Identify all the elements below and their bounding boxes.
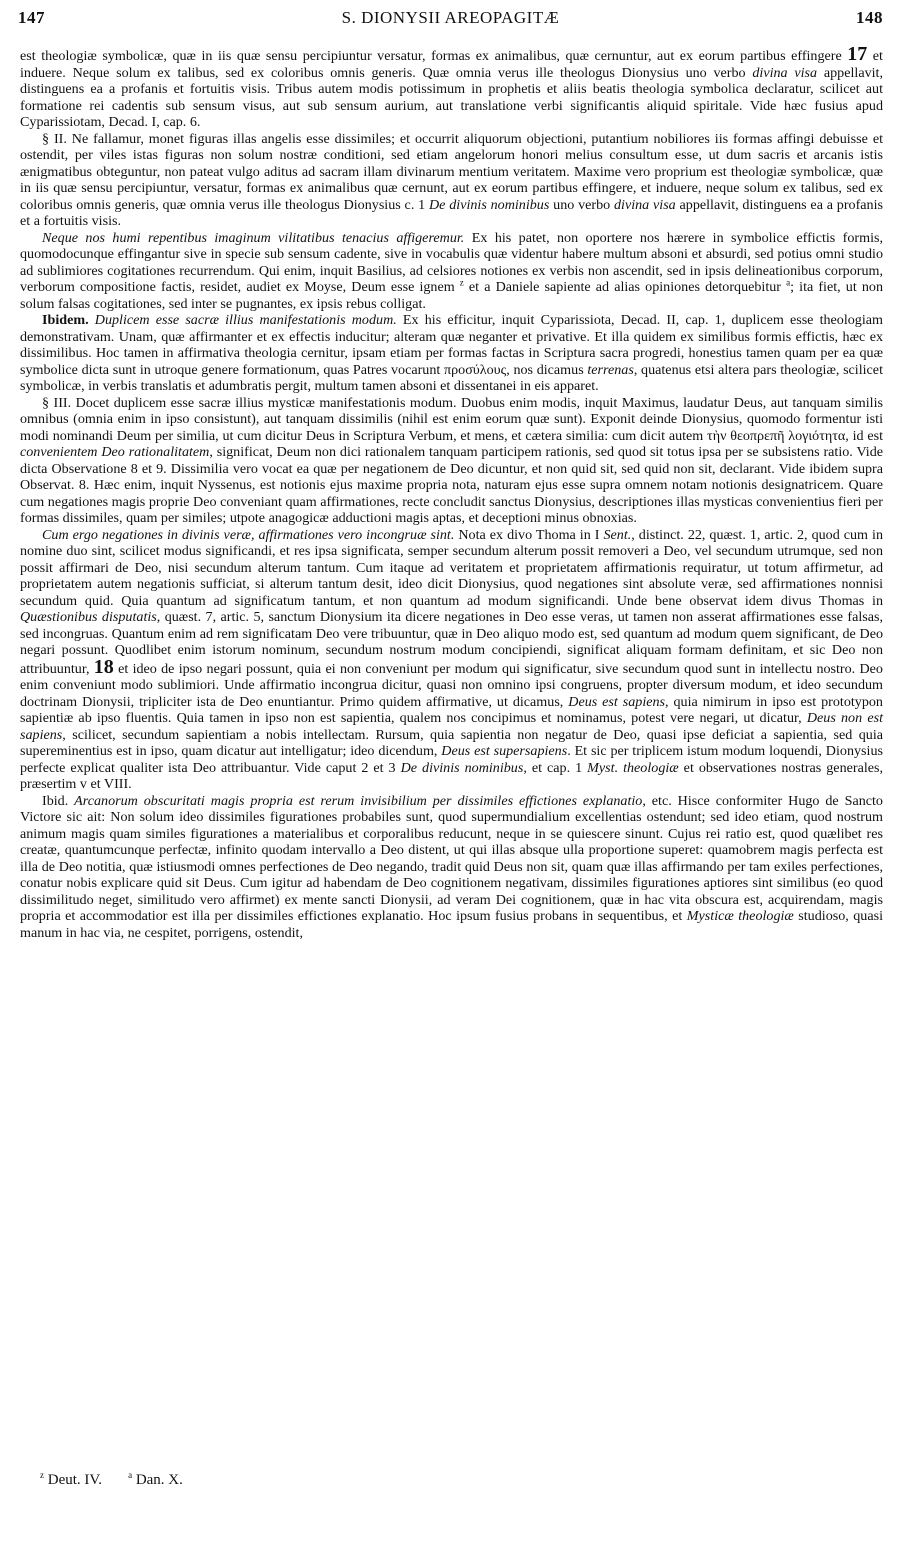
text-run: et observationes nostras generales, præsertim v et VIII. [20, 759, 883, 792]
italic-run: Quæstionibus disputatis [20, 609, 157, 625]
italic-run: Sent. [603, 526, 632, 543]
italic-run: Duplicem esse sacræ illius manifestationis modum. [94, 312, 397, 328]
running-header [18, 6, 883, 32]
paragraph [20, 527, 883, 793]
text-run: et induere. Neque solum ex talibus, sed ex coloribus omnis generis. Quæ omnia verus ille theologus Dionysius uno verbo [20, 48, 883, 81]
text-run: appellavit, distinguens ea a profanis et fortuitis visis. Tribus autem modis potissimum in prophetis et aliis beatis theologia symbolica declaratur, scilicet aut formatione rei cadentis sub sensum visus, aut sub sensum aurium, aut translatione verbi significantis aliquid spiritale. Vide hæc fusius apud Cyparissiotam, Decad. I, cap. 6. [20, 64, 883, 130]
italic-run: Myst. theologiæ [587, 759, 679, 776]
paragraph [20, 395, 883, 527]
left-page-number: 147 [18, 8, 45, 27]
text-run: et a Daniele sapiente ad alias opiniones detorquebitur [463, 279, 787, 295]
running-title: S. DIONYSII AREOPAGITÆ [341, 8, 560, 27]
margin-number: 17 [847, 43, 868, 65]
italic-run: terrenas [587, 361, 634, 378]
footnotes [40, 1472, 209, 1489]
footnote [40, 1472, 102, 1488]
italic-run: convenientem Deo rationalitatem [20, 444, 210, 460]
paragraph [20, 230, 883, 313]
paragraph [20, 43, 883, 131]
italic-run: Arcanorum obscuritati magis propria est rerum invisibilium per dissimiles effictiones explanatio [74, 792, 643, 809]
italic-run: Deus non est sapiens [20, 710, 883, 743]
text-run: , quatenus etsi altera pars theologiæ, scilicet symbolicæ, in verbis translatis et adumbratis pergit, multum tamen absoni et dissentanei in eis apparet. [20, 361, 883, 394]
text-run: , quia nimirum in ipso est prototypon sapientiæ ab ipso fluentis. Quia tamen in ipso non est sapientia, qualem nos concipimus et nominamus, potest vere negari, ut dicatur, [20, 693, 883, 726]
text-run: , significat, Deum non dici rationalem tanquam participem rationis, sed quod sit totus ipsa per se subsistens ratio. Vide dicta Observatione 8 et 9. Dissimilia vero vocat ea quæ per negationem de Deo dicuntur, et non quid sit, sed quid non sit, declarant. Vide ibidem supra Observat. 8. Hæc enim, inquit Nyssenus, est notionis ejus maxime propria nota, naturam ejus esse supra omnem notam notionis designatricem. Quare cum negationes magis proprie Deo conveniant quam affirmationes, recte concludit sanctus Dionysius, descriptiones illas mysticas convenientius fieri per formas dissimiles, quam per similes; utpote anagogicæ adductioni magis aptas, et deceptioni minus obnoxias. [20, 444, 883, 526]
text-run: Nota ex divo Thoma in I [454, 526, 604, 543]
text-run: , scilicet, secundum sapientiam a nobis intellectam. Rursum, quia sapientia non negatur de Deo, quasi ipse deficiat a sapientia, sed quia supereminentius est in ipso, quam dicatur aut intelligatur; ideo dicendum, [20, 726, 883, 759]
text-run: uno verbo [549, 196, 614, 213]
text-run: § III. Docet duplicem esse sacræ illius mysticæ manifestationis modum. Duobus enim modis, inquit Maximus, laudatur Deus, aut tanquam similis omnibus (omnia enim in ipso consistunt), aut tanquam dissimilis (nihil est enim eorum quæ sunt). Exponit deinde Dionysius, quomodo formentur isti modi nominandi Deum per similia, ut cum dicitur Deus in Scriptura Verbum, et mens, et cætera similia: cum dicit autem τὴν θεοπρεπῆ λογιότητα, id est [20, 394, 883, 444]
text-run: , quæst. 7, artic. 5, sanctum Dionysium ita dicere negationes in Deo esse veras, ut tamen non asserat affirmationes esse falsas, sed incongruas. Quantum enim ad rem significatam Deo vere tribuuntur, quæ in Deo aliquo modo est, sed quantum ad modum quem significant, de Deo negari possunt. Quodlibet enim istorum nominum, secundum nostrum modum concipiendi, significat aliquam formam definitam, et sic Deo non attribuuntur, [20, 609, 884, 677]
footnote-ref: a [786, 277, 791, 288]
text-run: ; ita fiet, ut non solum falsas cogitationes, sed inter se pugnantes, ex ipsis rebus colligat. [20, 279, 883, 312]
italic-run: Deus est sapiens [568, 693, 666, 710]
footnote [128, 1472, 183, 1488]
main-text [20, 43, 884, 941]
footnote-mark: z [40, 1470, 44, 1480]
footnote-text: Dan. X. [132, 1472, 183, 1488]
text-run: , etc. Hisce conformiter Hugo de Sancto Victore sic ait: Non solum ideo dissimiles figurationes probabiles sunt, quod supermundialium excellentias ostendunt; sed ideo etiam, quod nostrum animum magis quam similes figurationes a materialibus et corporalibus reducunt, neque in se quiescere sinunt. Cujus rei ratio est, quod quælibet res creatæ, quantumcunque perfectæ, infinito quodam intervallo a Deo distent, ut qui illas absque ulla proportione superet: quamobrem magis perfecta est illa de Deo notitia, quæ istiusmodi omnes perfectiones de Deo negando, tradit quid Deus non sit, quam quæ illas affirmando per tam exiles perfectiones, conatur nobis explicare quid sit Deus. Cum igitur ad habendam de Deo cognitionem negativam, dissimiles figurationes aptiores sint similibus (eo quod dissimilitudo neget, similitudo vero affirmet) ex mente sancti Dionysii, ad veram Dei cognitionem, quæ in hac vita obscura est, acquirendam, magis propria et accommodatior est illa per dissimiles effictiones explanatio. Hoc ipsum fusius probans in sequentibus, et [20, 792, 883, 924]
text-run: , et cap. 1 [523, 759, 588, 776]
bold-run: Ibidem. [42, 312, 89, 328]
italic-run: Cum ergo negationes in divinis veræ, affirmationes vero incongruæ sint. [42, 526, 455, 543]
italic-run: Neque nos humi repentibus imaginum vilitatibus tenacius affigeremur. [42, 229, 465, 246]
paragraph [20, 793, 883, 942]
text-run: Ibid. [42, 792, 75, 809]
text-run: Ex his efficitur, inquit Cyparissiota, Decad. II, cap. 1, duplicem esse theologiam demonstrativam. Unam, quæ affirmanter et ex effectis inducitur; alteram quæ neganter et privative. Et illa quidem ex similibus formis effictis, hæc ex dissimilibus. Hoc tamen in affirmativa theologia cernitur, ipsam etiam per formas factas in Scriptura sacra progredi, honestius tamen quam per ea quæ symbolice dicta sunt in utroque genere formationum, quas Patres vocarunt προσύλους, nos dicamus [20, 312, 883, 378]
italic-run: divina visa [752, 64, 818, 81]
text-run: est theologiæ symbolicæ, quæ in iis quæ sensu percipiuntur versatur, formas ex animalibus, quæ cernuntur, aut ex eorum partibus effingere [20, 48, 848, 64]
footnote-mark: a [128, 1470, 133, 1480]
italic-run: Mysticæ theologiæ [686, 908, 794, 924]
margin-number: 18 [93, 655, 114, 678]
text-run: , distinct. 22, quæst. 1, artic. 2, quod cum in nomine duo sint, scilicet modus significandi, et res ipsa significata, semper secundum alterum possit removeri a Deo, vel secundum utrumque, sed non possit affirmari de Deo, nisi secundum alterum tantum. Cum itaque ad veritatem et proprietatem affirmationis requiratur, ut totum affirmetur, ad proprietatem autem negationis sufficiat, si alterum tantum desit, ideo dicit Dionysius, quod negationes sint absolute veræ, sed affirmationes nonnisi secundum quid. Quia quantum ad significatum tantum, et non quantum ad modum significandi. Unde bene observat idem divus Thomas in [20, 526, 883, 609]
text-run: appellavit, distinguens ea a profanis et a fortuitis visis. [20, 196, 883, 229]
italic-run: Deus est supersapiens [441, 743, 568, 759]
italic-run: De divinis nominibus [400, 759, 524, 776]
text-run: . Et sic per triplicem istum modum loquendi, Dionysius perfecte explicat qualiter ista Deo attribuantur. Vide caput 2 et 3 [20, 743, 883, 776]
text-run: Ex his patet, non oportere nos hærere in symbolice effictis formis, quomodocunque effingantur sive in specie sub sensum cadente, sive in vocabulis quæ videntur habere multum absoni et absurdi, sed potius omni studio ad sublimiores cogitationes recurrendum. Qui enim, inquit Basilius, ad celsiores notiones ex verbis non ascendit, sed in ipsis delineationibus corporum, verborum compositione factis, residet, audiet ex Moyse, Deum esse ignem [20, 229, 883, 295]
text-run: et ideo de ipso negari possunt, quia ei non conveniunt per modum qui significatur, sive secundum quod sunt in intellectu nostro. Deo enim conveniunt modo sublimiori. Unde affirmatio incongrua dicitur, quasi non omnino ipsi congruens, propter diversum modum, et ideo secundum doctrinam Dionysii, tripliciter ista de Deo enuntiantur. Primo quidem affirmative, ut dicamus, [20, 660, 883, 710]
right-page-number: 148 [856, 8, 883, 27]
paragraph [20, 312, 883, 395]
italic-run: De divinis nominibus [429, 196, 550, 213]
text-run: § II. Ne fallamur, monet figuras illas angelis esse dissimiles; et occurrit aliquorum objectioni, putantium nobiliores iis formas affingi debuisse et ostendit, per viles istas figuras non solum nostræ conditioni, sed etiam angelorum honori melius consultum esse, ut dum sacris et arcanis istis ænigmatibus obteguntur, non pateat vulgo aditus ad sacram illam divinarum mentium veritatem. Maxime vero proprium est theologiæ symbolicæ, quæ in iis quæ sensu percipiuntur, versatur, formas ex animalibus quæ cernunt, aut ex eorum partibus effingere, et induere, neque solum ex talibus, sed ex coloribus omnis generis, quæ omnia verus ille theologus Dionysius c. 1 [20, 130, 883, 213]
text-run: studioso, quasi manum in hac via, ne cespitet, porrigens, ostendit, [20, 908, 884, 941]
italic-run: divina visa [614, 196, 676, 213]
paragraph [20, 131, 883, 230]
footnote-ref: z [459, 277, 464, 288]
footnote-text: Deut. IV. [44, 1472, 103, 1488]
